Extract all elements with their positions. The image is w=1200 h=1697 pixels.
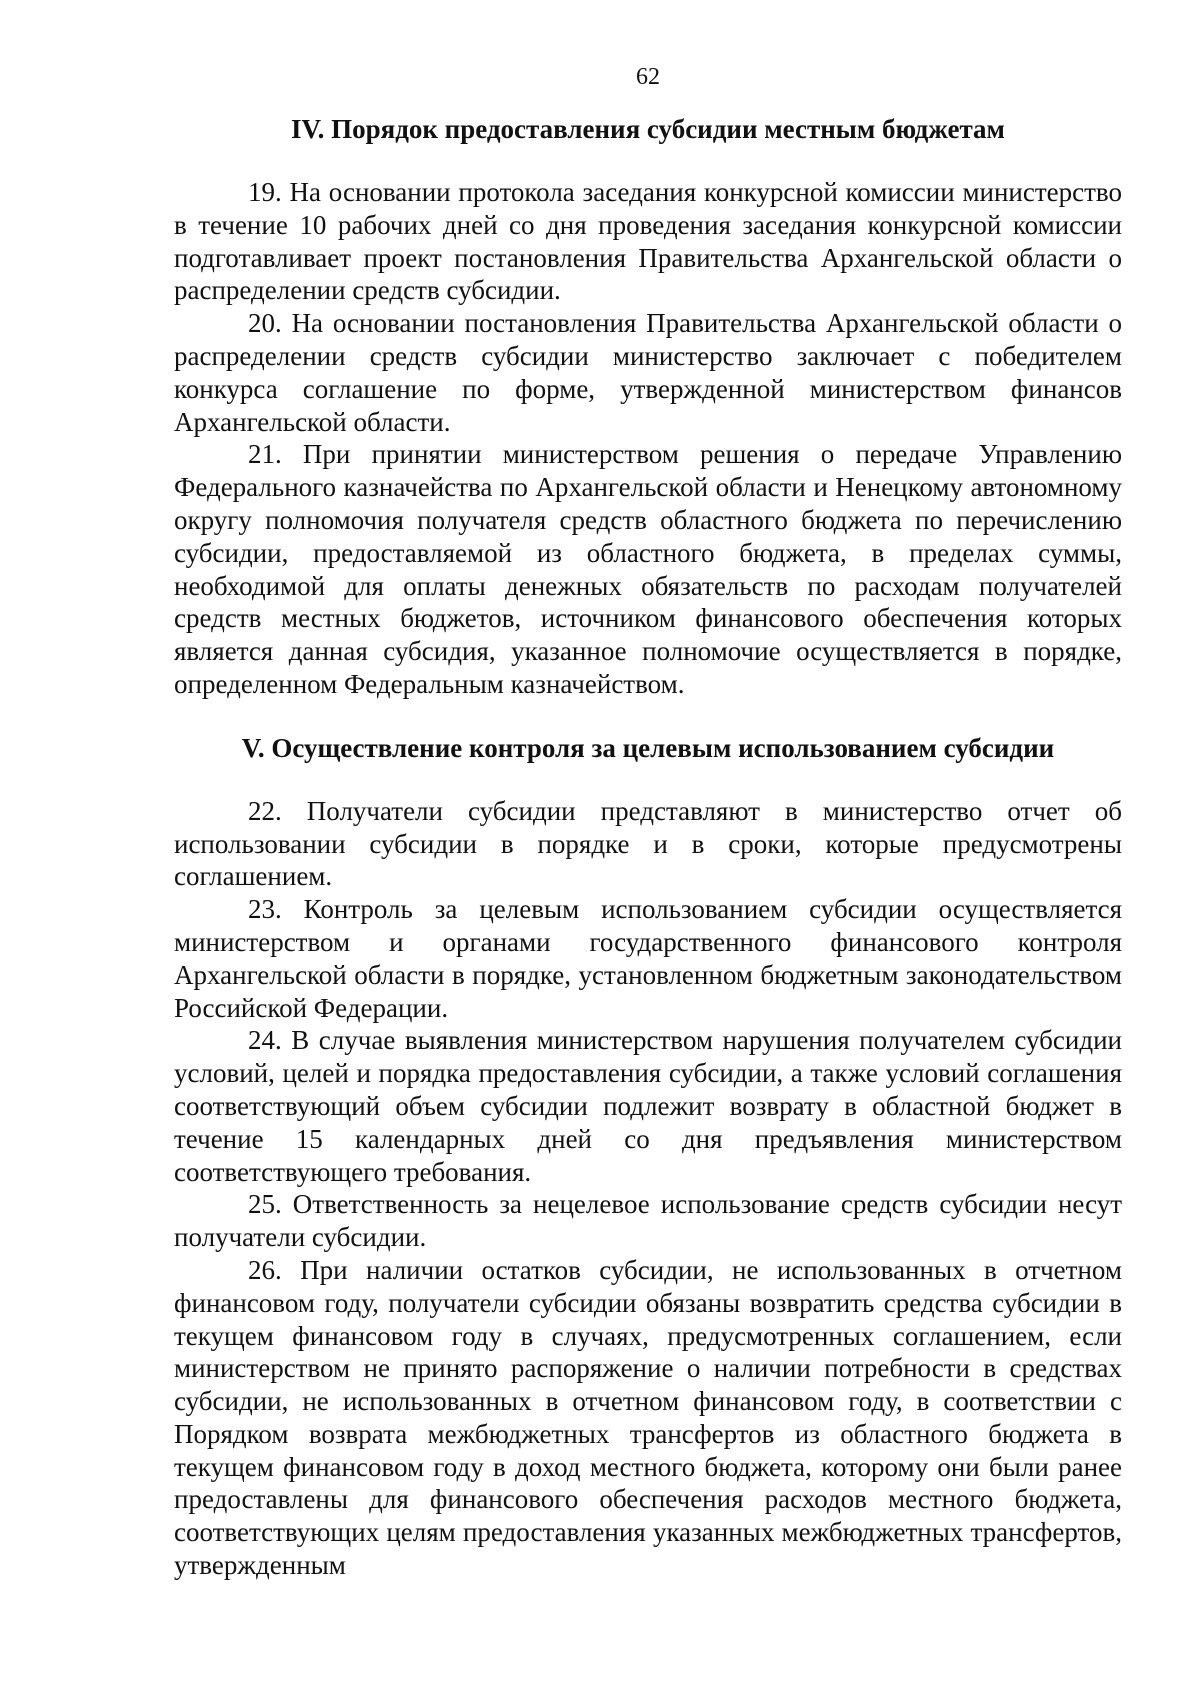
section-title-v: V. Осуществление контроля за целевым использованием субсидии bbox=[241, 732, 1055, 763]
paragraph-19: 19. На основании протокола заседания конкурсной комиссии министерство в течение 10 рабочих дней со дня проведения заседания конкурсной комиссии подготавливает проект постановления Правительства Архангельской области о распределении средств субсидии. bbox=[174, 177, 1122, 306]
document-page bbox=[174, 62, 1122, 1582]
paragraph-26: 26. При наличии остатков субсидии, не использованных в отчетном финансовом году, получатели субсидии обязаны возвратить средства субсидии в текущем финансовом году в случаях, предусмотренных соглашением, если министерством не принято распоряжение о наличии потребности в средствах субсидии, не использованных в отчетном финансовом году, в соответствии с Порядком возврата межбюджетных трансфертов из областного бюджета в текущем финансовом году в доход местного бюджета, которому они были ранее предоставлены для финансового обеспечения расходов местного бюджета, соответствующих целям предоставления указанных межбюджетных трансфертов, утвержденным bbox=[174, 1254, 1122, 1581]
page-number: 62 bbox=[636, 64, 660, 90]
paragraph-24: 24. В случае выявления министерством нарушения получателем субсидии условий, целей и порядка предоставления субсидии, а также условий соглашения соответствующий объем субсидии подлежит возврату в областной бюджет в течение 15 календарных дней со дня предъявления министерством соответствующего требования. bbox=[174, 1025, 1122, 1187]
section-title-iv: IV. Порядок предоставления субсидии местным бюджетам bbox=[291, 114, 1005, 144]
paragraph-21: 21. При принятии министерством решения о передаче Управлению Федерального казначейства по Архангельской области и Ненецкому автономному округу полномочия получателя средств областного бюджета по перечислению субсидии, предоставляемой из областного бюджета, в пределах суммы, необходимой для оплаты денежных обязательств по расходам получателей средств местных бюджетов, источником финансового обеспечения которых является данная субсидия, указанное полномочие осуществляется в порядке, определенном Федеральным казначейством. bbox=[174, 439, 1122, 699]
paragraph-20: 20. На основании постановления Правительства Архангельской области о распределении средств субсидии министерство заключает с победителем конкурса соглашение по форме, утвержденной министерством финансов Архангельской области. bbox=[174, 308, 1122, 437]
paragraph-23: 23. Контроль за целевым использованием субсидии осуществляется министерством и органами государственного финансового контроля Архангельской области в порядке, установленном бюджетным законодательством Российской Федерации. bbox=[174, 894, 1122, 1023]
paragraph-22: 22. Получатели субсидии представляют в министерство отчет об использовании субсидии в порядке и в сроки, которые предусмотрены соглашением. bbox=[174, 795, 1122, 892]
paragraph-25: 25. Ответственность за нецелевое использование средств субсидии несут получатели субсидии. bbox=[174, 1189, 1122, 1253]
